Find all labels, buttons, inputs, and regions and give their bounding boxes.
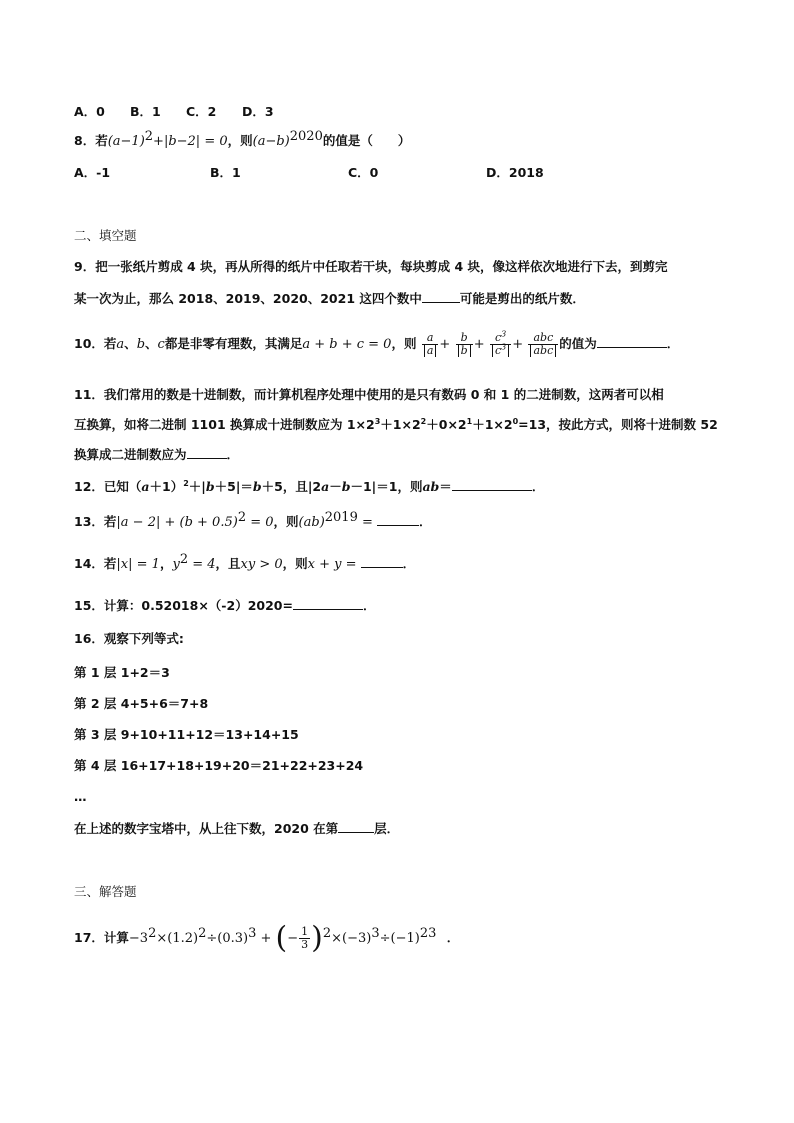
q10-var-c: c (157, 337, 165, 352)
q8-stem (74, 128, 411, 151)
q10-condition: a + b + c = 0 (302, 337, 392, 352)
q10-var-a: a (116, 337, 125, 352)
q7-option-a: A．0 (74, 104, 105, 119)
q10-fraction-2: $\frac{b}{b}$ (456, 332, 473, 357)
q8-math-3: (a−b) (252, 134, 290, 149)
q9-line-2 (74, 289, 585, 308)
section-solve-title: 三、解答题 (74, 884, 137, 899)
q8-exp-2: 2020 (289, 128, 323, 144)
q16-title: 16．观察下列等式: (74, 631, 184, 646)
q10-text-3: 的值为 (559, 336, 597, 351)
q10-sep-1: 、 (124, 336, 137, 351)
q13-answer-blank[interactable] (377, 512, 419, 526)
q10-fraction-3: $\frac{c^3}{c^3}$ (490, 332, 511, 357)
q9-text-b: 可能是剪出的纸片数． (459, 291, 585, 306)
q17-stem: 17．计算$-3^2\times(1.2)^2\div(0.3)^3$ + (− $\frac{1}{3}$ )$^2\times(-3)^3\div(-1)^{23}$ ． (74, 920, 460, 956)
q11-line-1: 11．我们常用的数是十进制数，而计算机程序处理中使用的是只有数码 0 和 1 的二进制数，这两者可以相 (74, 387, 664, 402)
q15-stem: 15．计算：0.52018×（-2）2020= ． (74, 598, 376, 613)
q9-answer-blank[interactable] (422, 289, 460, 303)
q14-stem: 14．若|x| = 1，$y^2 = 4$，且xy > 0，则x + y = ． (74, 551, 416, 572)
q11-line-2: 互换算，如将二进制 1101 换算成十进制数应为 $1\times 2^3+1\times 2^2+0\times 2^1+1\times 2^0=13$，按此方式，则将十进制数 52 (74, 416, 718, 432)
q16-row-3: 第 3 层 9+10+11+12＝13+14+15 (74, 727, 299, 742)
q16-answer-blank[interactable] (338, 819, 374, 833)
q17-fraction: $\frac{1}{3}$ (301, 925, 309, 951)
q16-row-4: 第 4 层 16+17+18+19+20＝21+22+23+24 (74, 758, 364, 773)
q8-text-1: ，则 (227, 133, 253, 148)
q15-answer-blank[interactable] (293, 596, 363, 610)
section-fill-in-title: 二、填空题 (74, 228, 137, 243)
q7-option-c: C．2 (186, 104, 217, 119)
q8-option-a: A．-1 (74, 165, 111, 180)
q12-stem: 12．已知$(a+1)^2+|b+5|=b+5$，且|2a－b－1|＝1，则ab＝ ． (74, 478, 545, 494)
q16-row-1: 第 1 层 1+2＝3 (74, 665, 170, 680)
q10-answer-blank[interactable] (597, 334, 667, 348)
q10-number: 10．若 (74, 336, 117, 351)
q7-option-d: D．3 (242, 104, 274, 119)
q14-answer-blank[interactable] (361, 554, 403, 568)
q10-end: ． (666, 336, 680, 351)
q8-option-d: D．2018 (486, 165, 544, 180)
q10-stem: 10．若a、b、c都是非零有理数，其满足a + b + c = 0，则 $\frac{a}{a}$ + $\frac{b}{b}$ + $\frac{c^3}{c^3}$ + $\frac{\text{abc}}{\text{abc}}$ 的值为 ． (74, 329, 680, 357)
q13-stem: 13．若$|a - 2| + (b + 0.5)^2 = 0$，则(ab)$^{2019}$ = ． (74, 509, 432, 530)
q10-fraction-1: $\frac{a}{a}$ (422, 332, 439, 357)
q9-line-1: 9．把一张纸片剪成 4 块，再从所得的纸片中任取若干块，每块剪成 4 块，像这样依次地进行下去，到剪完 (74, 259, 668, 274)
q11-answer-blank[interactable] (187, 445, 227, 459)
q10-var-b: b (136, 337, 146, 352)
q16-dots: … (74, 789, 87, 804)
q12-answer-blank[interactable] (452, 477, 532, 491)
q8-text-2: 的值是（ ） (322, 133, 411, 148)
q10-text-1: 都是非零有理数，其满足 (164, 336, 303, 351)
q10-fraction-4: $\frac{\text{abc}}{\text{abc}}$ (528, 332, 558, 357)
q8-exp-1: 2 (144, 128, 154, 144)
q11-line-3: 换算成二进制数应为 ． (74, 447, 240, 462)
q8-math-2: +|b−2| = 0 (153, 134, 228, 149)
q10-sep-2: 、 (145, 336, 158, 351)
q7-option-b: B．1 (130, 104, 161, 119)
q16-question: 在上述的数字宝塔中，从上往下数，2020 在第 层． (74, 821, 400, 836)
q9-text-a: 某一次为止，那么 2018、2019、2020、2021 这四个数中 (74, 291, 422, 306)
q10-text-2: ，则 (391, 336, 417, 351)
q8-option-c: C．0 (348, 165, 379, 180)
q8-option-b: B．1 (210, 165, 241, 180)
q8-math-1: (a−1) (107, 134, 145, 149)
q16-row-2: 第 2 层 4+5+6＝7+8 (74, 696, 209, 711)
q8-number: 8．若 (74, 133, 108, 148)
